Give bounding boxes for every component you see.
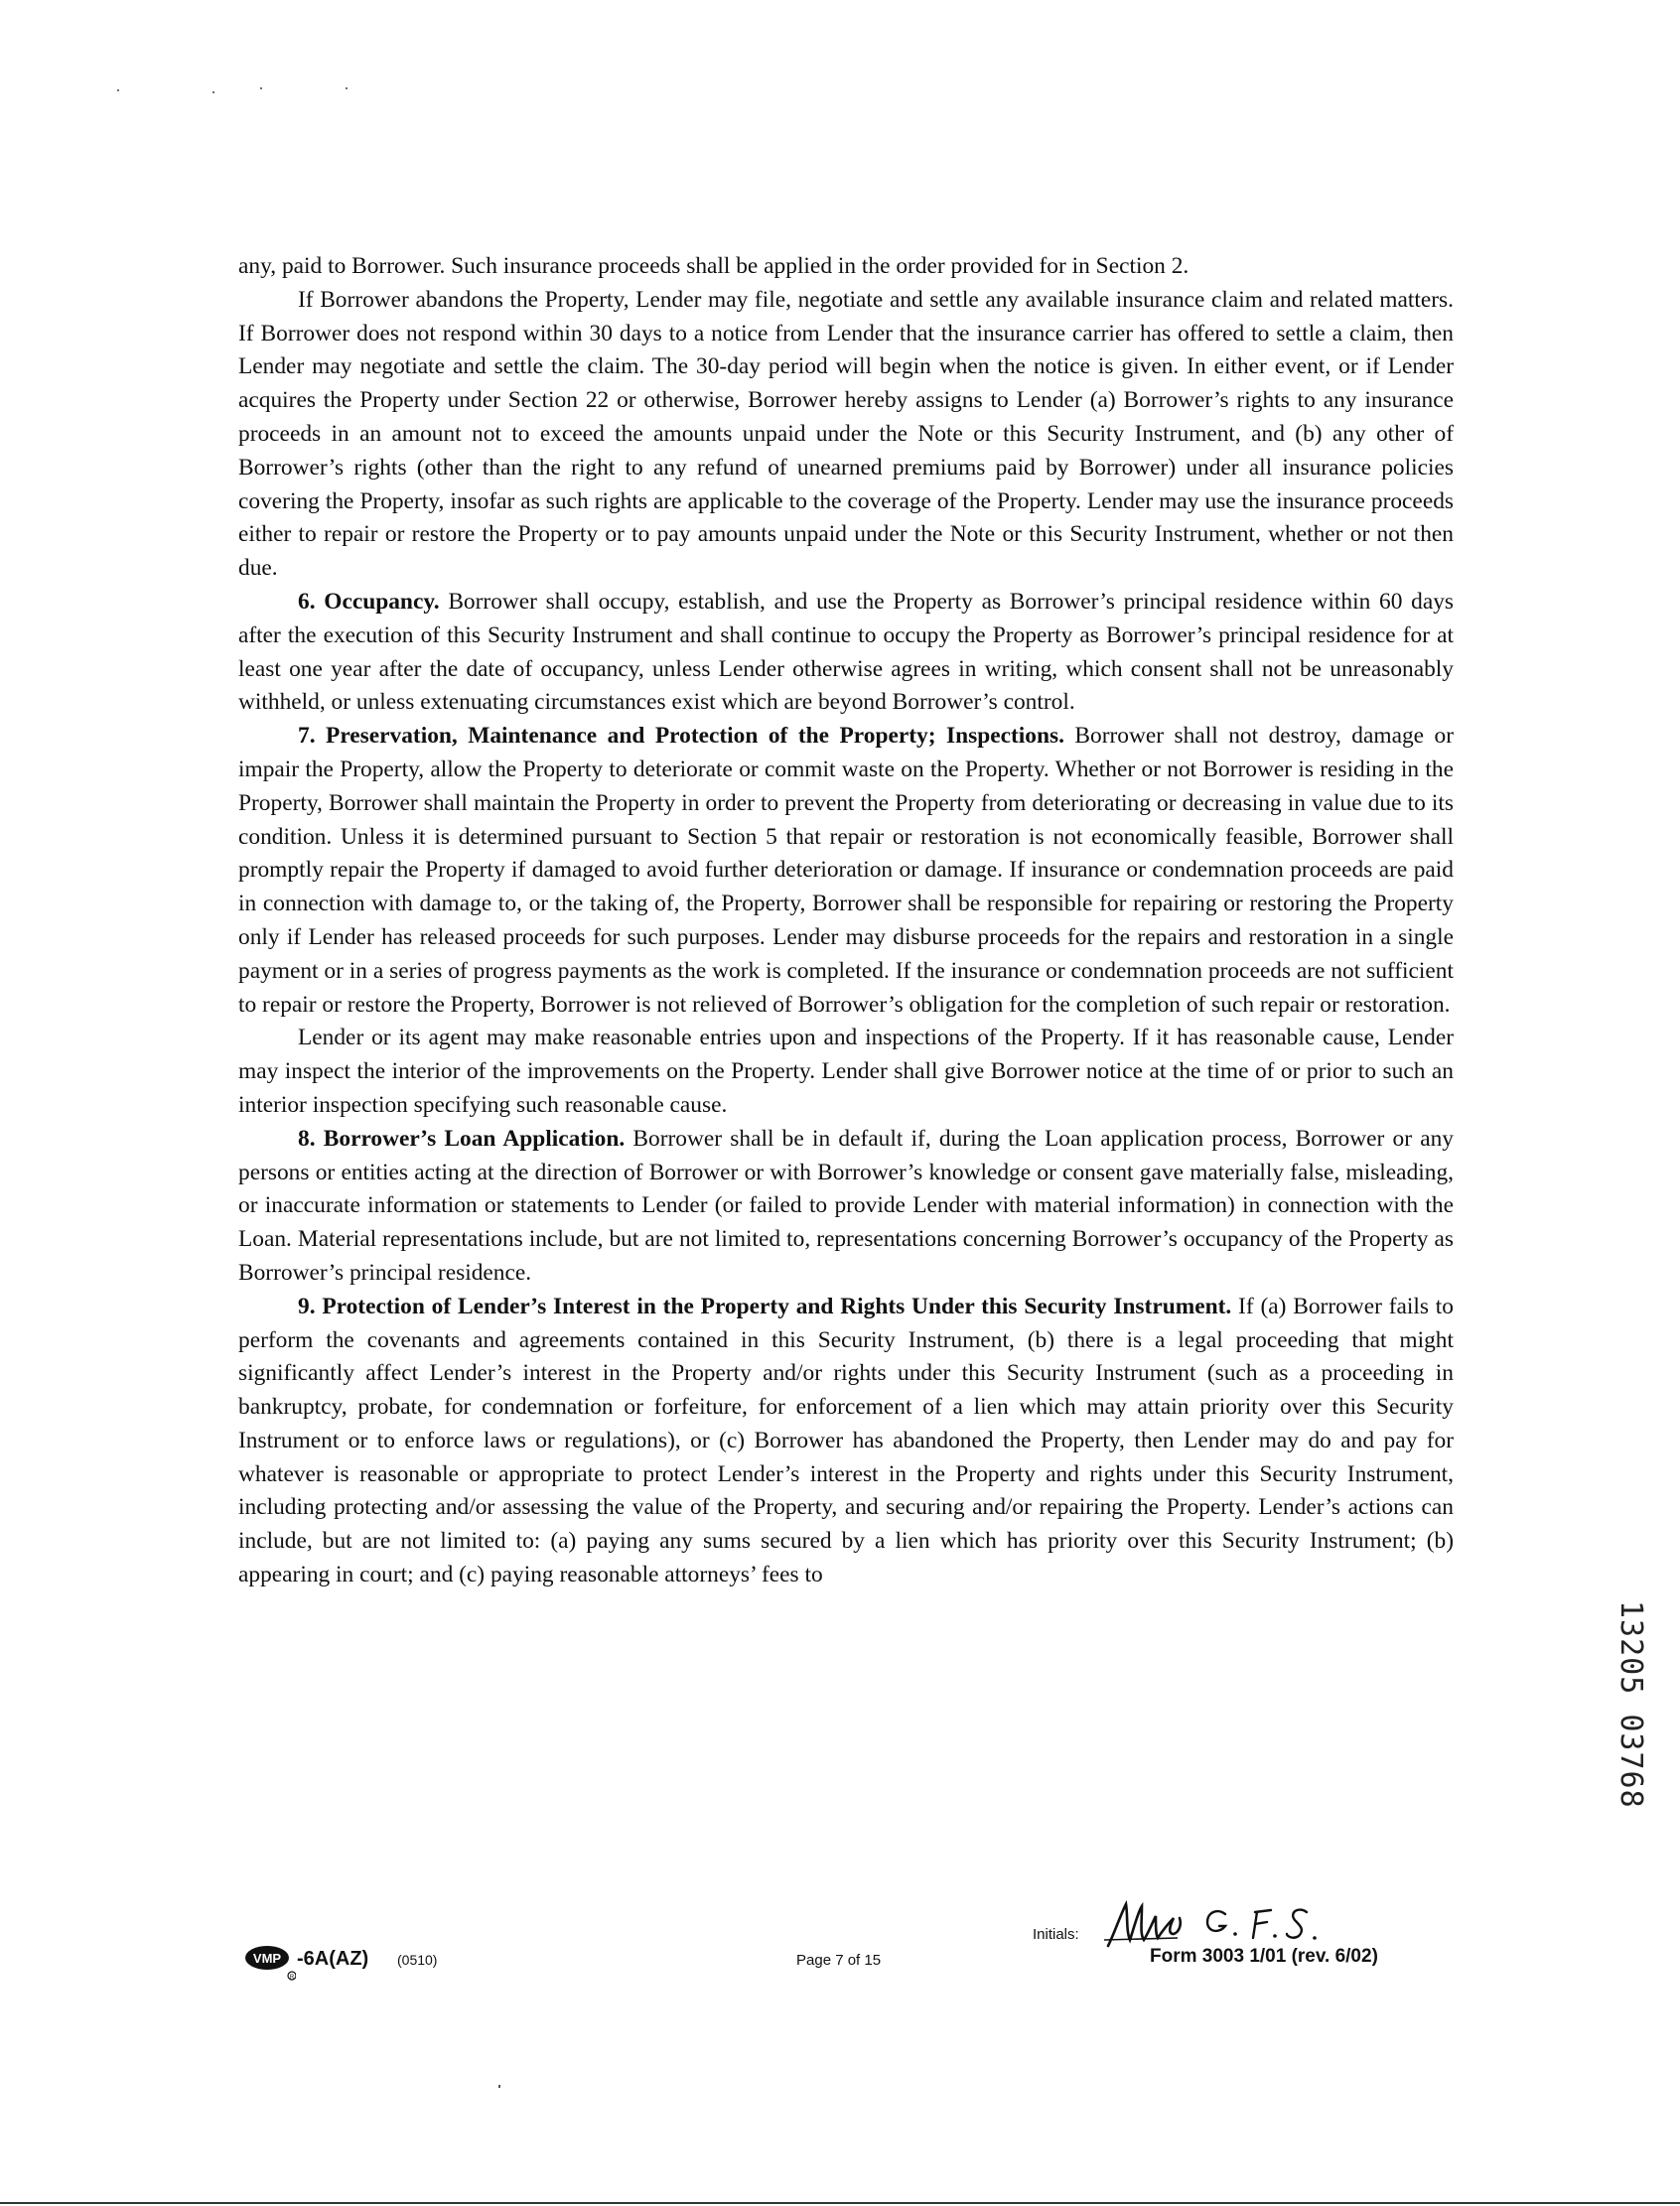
paragraph-text: Borrower shall not destroy, damage or impair the Property, allow the Property to deteriorate or commit waste on the Property. Whether or not Borrower is residing in the Property, Borrower shall maintain the Property in order to prevent the Property from deteriorating or decreasing in value due to its condition. Unless it is determined pursuant to Section 5 that repair or restoration is not economically feasible, Borrower shall promptly repair the Property if damaged to avoid further deterioration or damage. If insurance or condemnation proceeds are paid in connection with damage to, or the taking of, the Property, Borrower shall be responsible for repairing or restoring the Property only if Lender has released proceeds for such purposes. Lender may disburse proceeds for the repairs and restoration in a single payment or in a series of progress payments as the work is completed. If the insurance or condemnation proceeds are not sufficient to repair or restore the Property, Borrower is not relieved of Borrower’s obligation for the completion of such repair or restoration. — [238, 723, 1455, 1018]
paragraph-text: Borrower shall be in default if, during the Loan application process, Borrower or any persons or entities acting at the direction of Borrower or with Borrower’s knowledge or consent gave materially false, misleading, or inaccurate information or statements to Lender (or failed to provide Lender with material information) in connection with the Loan. Material representations include, but are not limited to, representations concerning Borrower’s occupancy of the Property as Borrower’s principal residence. — [238, 1125, 1454, 1286]
scan-speck — [498, 2085, 500, 2088]
side-reference-number: 13205 03768 — [1613, 1600, 1648, 1809]
svg-text:VMP: VMP — [252, 1951, 282, 1966]
paragraph-text: If (a) Borrower fails to perform the covenants and agreements contained in this Security Instrument, (b) there is a legal proceeding that might significantly affect Lender’s interest in the Property and/or rights under this Security Instrument (such as a proceeding in bankruptcy, probate, for condemnation or forfeiture, for enforcement of a lien which may attain priority over this Security Instrument or to enforce laws or regulations), or (c) Borrower has abandoned the Property, then Lender may do and pay for whatever is reasonable or appropriate to protect Lender’s interest in the Property and rights under this Security Instrument, including protecting and/or assessing the value of the Property, and securing and/or repairing the Property. Lender’s actions can include, but are not limited to: (a) paying any sums secured by a lien which has priority over this Security Instrument; (b) appearing in court; and (c) paying reasonable attorneys’ fees to — [238, 1293, 1454, 1588]
section-heading: 9. Protection of Lender’s Interest in the Property and Rights Under this Security Instrument. — [298, 1293, 1232, 1319]
scan-bottom-edge — [0, 2202, 1680, 2204]
form-revision-code: (0510) — [397, 1952, 438, 1968]
page-number: Page 7 of 15 — [796, 1952, 882, 1969]
form-code: -6A(AZ) — [297, 1948, 369, 1970]
initials-signature — [1104, 1894, 1382, 1950]
section-heading: 6. Occupancy. — [298, 588, 440, 615]
paragraph-text: If Borrower abandons the Property, Lender may file, negotiate and settle any available insurance claim and related matters. If Borrower does not respond within 30 days to a notice from Lender that the insurance carrier has offered to settle a claim, then Lender may negotiate and settle the claim. The 30-day period will begin when the notice is given. In either event, or if Lender acquires the Property under Section 22 or otherwise, Borrower hereby assigns to Lender (a) Borrower’s rights to any insurance proceeds in an amount not to exceed the amounts unpaid under the Note or this Security Instrument, and (b) any other of Borrower’s rights (other than the right to any refund of unearned premiums paid by Borrower) under all insurance policies covering the Property, insofar as such rights are applicable to the coverage of the Property. Lender may use the insurance proceeds either to repair or restore the Property or to pay amounts unpaid under the Note or this Security Instrument, whether or not then due. — [238, 286, 1454, 582]
paragraph-text: any, paid to Borrower. Such insurance proceeds shall be applied in the order provided for in Section 2. — [238, 253, 1190, 279]
initials-label: Initials: — [1033, 1926, 1079, 1943]
paragraph-text: Lender or its agent may make reasonable entries upon and inspections of the Property. If it has reasonable cause, Lender may inspect the interior of the improvements on the Property. Lender shall give Borrower notice at the time of or prior to such an interior inspection specifying such reasonable cause. — [238, 1025, 1454, 1118]
vmp-logo — [242, 1942, 296, 1982]
svg-text:R: R — [289, 1975, 295, 1981]
paragraph-text: Borrower shall occupy, establish, and use the Property as Borrower’s principal residence within 60 days after the execution of this Security Instrument and shall continue to occupy the Property as Borrower’s principal residence for at least one year after the date of occupancy, unless Lender otherwise agrees in writing, which consent shall not be unreasonably withheld, or unless extenuating circumstances exist which are beyond Borrower’s control. — [238, 588, 1454, 716]
section-heading: 7. Preservation, Maintenance and Protection of the Property; Inspections. — [298, 723, 1064, 750]
section-heading: 8. Borrower’s Loan Application. — [298, 1125, 626, 1152]
form-number: Form 3003 1/01 (rev. 6/02) — [1150, 1946, 1378, 1967]
